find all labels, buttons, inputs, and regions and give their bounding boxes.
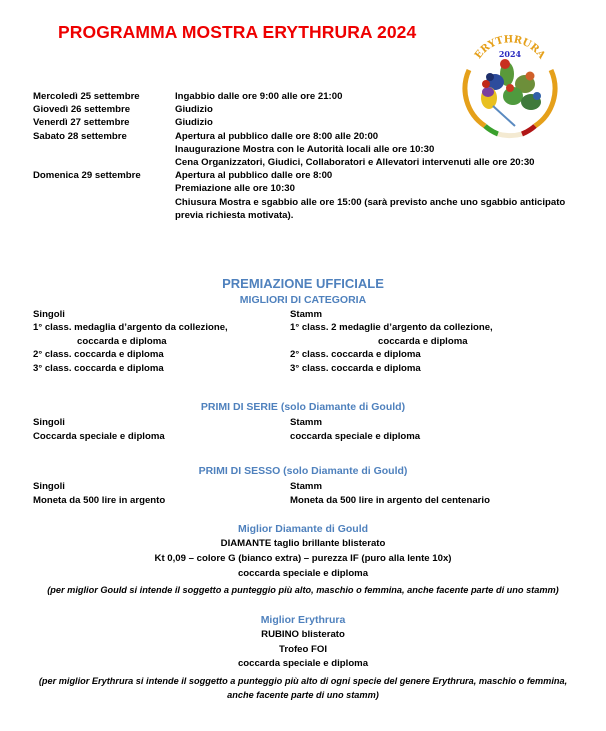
page-title: PROGRAMMA MOSTRA ERYTHRURA 2024: [58, 22, 417, 42]
schedule-activity: Premiazione alle ore 10:30: [175, 183, 295, 195]
serie-heading: PRIMI DI SERIE (solo Diamante di Gould): [200, 401, 406, 413]
schedule: [33, 90, 585, 222]
schedule-activity: Chiusura Mostra e sgabbio alle ore 15:00 (sarà previsto anche uno sgabbio anticipato previa richiesta motivata).: [175, 196, 566, 221]
schedule-activity: Giudizio: [175, 117, 213, 129]
schedule-activity: Inaugurazione Mostra con le Autorità locali alle ore 10:30: [175, 143, 435, 155]
gould-prize-line: DIAMANTE taglio brillante blisterato: [220, 538, 386, 549]
schedule-day: Mercoledì 25 settembre: [33, 91, 140, 102]
erythrura-prize-line: Trofeo FOI: [279, 644, 327, 655]
singoli-label: Singoli: [33, 481, 65, 492]
schedule-day: Giovedì 26 settembre: [33, 104, 131, 116]
gould-prize-line: coccarda speciale e diploma: [237, 568, 369, 579]
stamm-label: Stamm: [290, 481, 322, 492]
stamm-prize: 2° class. coccarda e diploma: [290, 349, 421, 361]
gould-note: (per miglior Gould si intende il soggetto a punteggio più alto, maschio o femmina, anche facente parte di uno stamm): [47, 585, 559, 595]
stamm-prize: coccarda e diploma: [378, 335, 468, 347]
schedule-activity: Giudizio: [175, 104, 213, 116]
singoli-prize: 2° class. coccarda e diploma: [33, 349, 164, 361]
stamm-prize: 1° class. 2 medaglie d’argento da collezione,: [290, 322, 493, 334]
schedule-row: [33, 116, 585, 129]
awards-title: PREMIAZIONE UFFICIALE: [222, 276, 384, 291]
singoli-label: Singoli: [33, 417, 65, 428]
singoli-prize: 1° class. medaglia d’argento da collezione,: [33, 322, 228, 334]
schedule-day: Domenica 29 settembre: [33, 170, 141, 182]
sesso-heading: PRIMI DI SESSO (solo Diamante di Gould): [198, 465, 408, 477]
stamm-label: Stamm: [290, 417, 322, 428]
erythrura-heading: Miglior Erythrura: [260, 614, 346, 626]
gould-prize-line: Kt 0,09 – colore G (bianco extra) – purezza IF (puro alla lente 10x): [154, 553, 452, 564]
schedule-activity: Ingabbio dalle ore 9:00 alle ore 21:00: [175, 91, 343, 102]
erythrura-note: (per miglior Erythrura si intende il soggetto a punteggio più alto di ogni specie del genere Erythrura, maschio o femmina, anche facente parte di uno stamm): [38, 676, 568, 700]
categoria-table: [33, 308, 573, 375]
singoli-prize: Coccarda speciale e diploma: [33, 431, 165, 443]
singoli-prize: coccarda e diploma: [77, 335, 167, 347]
stamm-label: Stamm: [290, 309, 322, 320]
singoli-prize: 3° class. coccarda e diploma: [33, 362, 164, 374]
logo-text-year: 2024: [498, 49, 522, 59]
singoli-prize: Moneta da 500 lire in argento: [33, 495, 166, 507]
schedule-row: [33, 130, 585, 170]
schedule-activity: Apertura al pubblico dalle ore 8:00 alle 20:00: [175, 130, 379, 142]
schedule-day: Venerdì 27 settembre: [33, 117, 130, 129]
singoli-label: Singoli: [33, 309, 65, 320]
stamm-prize: Moneta da 500 lire in argento del centenario: [290, 495, 490, 507]
stamm-prize: coccarda speciale e diploma: [290, 431, 421, 443]
schedule-row: [33, 169, 585, 222]
stamm-prize: 3° class. coccarda e diploma: [290, 362, 421, 374]
schedule-activity: Cena Organizzatori, Giudici, Collaboratori e Allevatori intervenuti alle ore 20:30: [175, 156, 535, 168]
erythrura-prize-line: coccarda speciale e diploma: [237, 658, 369, 669]
logo-text-top: ERYTHRURA: [472, 34, 548, 62]
schedule-row: [33, 90, 585, 103]
erythrura-prize-line: RUBINO blisterato: [261, 629, 345, 640]
categoria-heading: MIGLIORI DI CATEGORIA: [239, 294, 367, 306]
gould-heading: Miglior Diamante di Gould: [237, 523, 369, 535]
sesso-table: [33, 480, 573, 508]
schedule-day: Sabato 28 settembre: [33, 130, 127, 142]
schedule-activity: Apertura al pubblico dalle ore 8:00: [175, 170, 333, 182]
serie-table: [33, 416, 573, 444]
schedule-row: [33, 103, 585, 116]
